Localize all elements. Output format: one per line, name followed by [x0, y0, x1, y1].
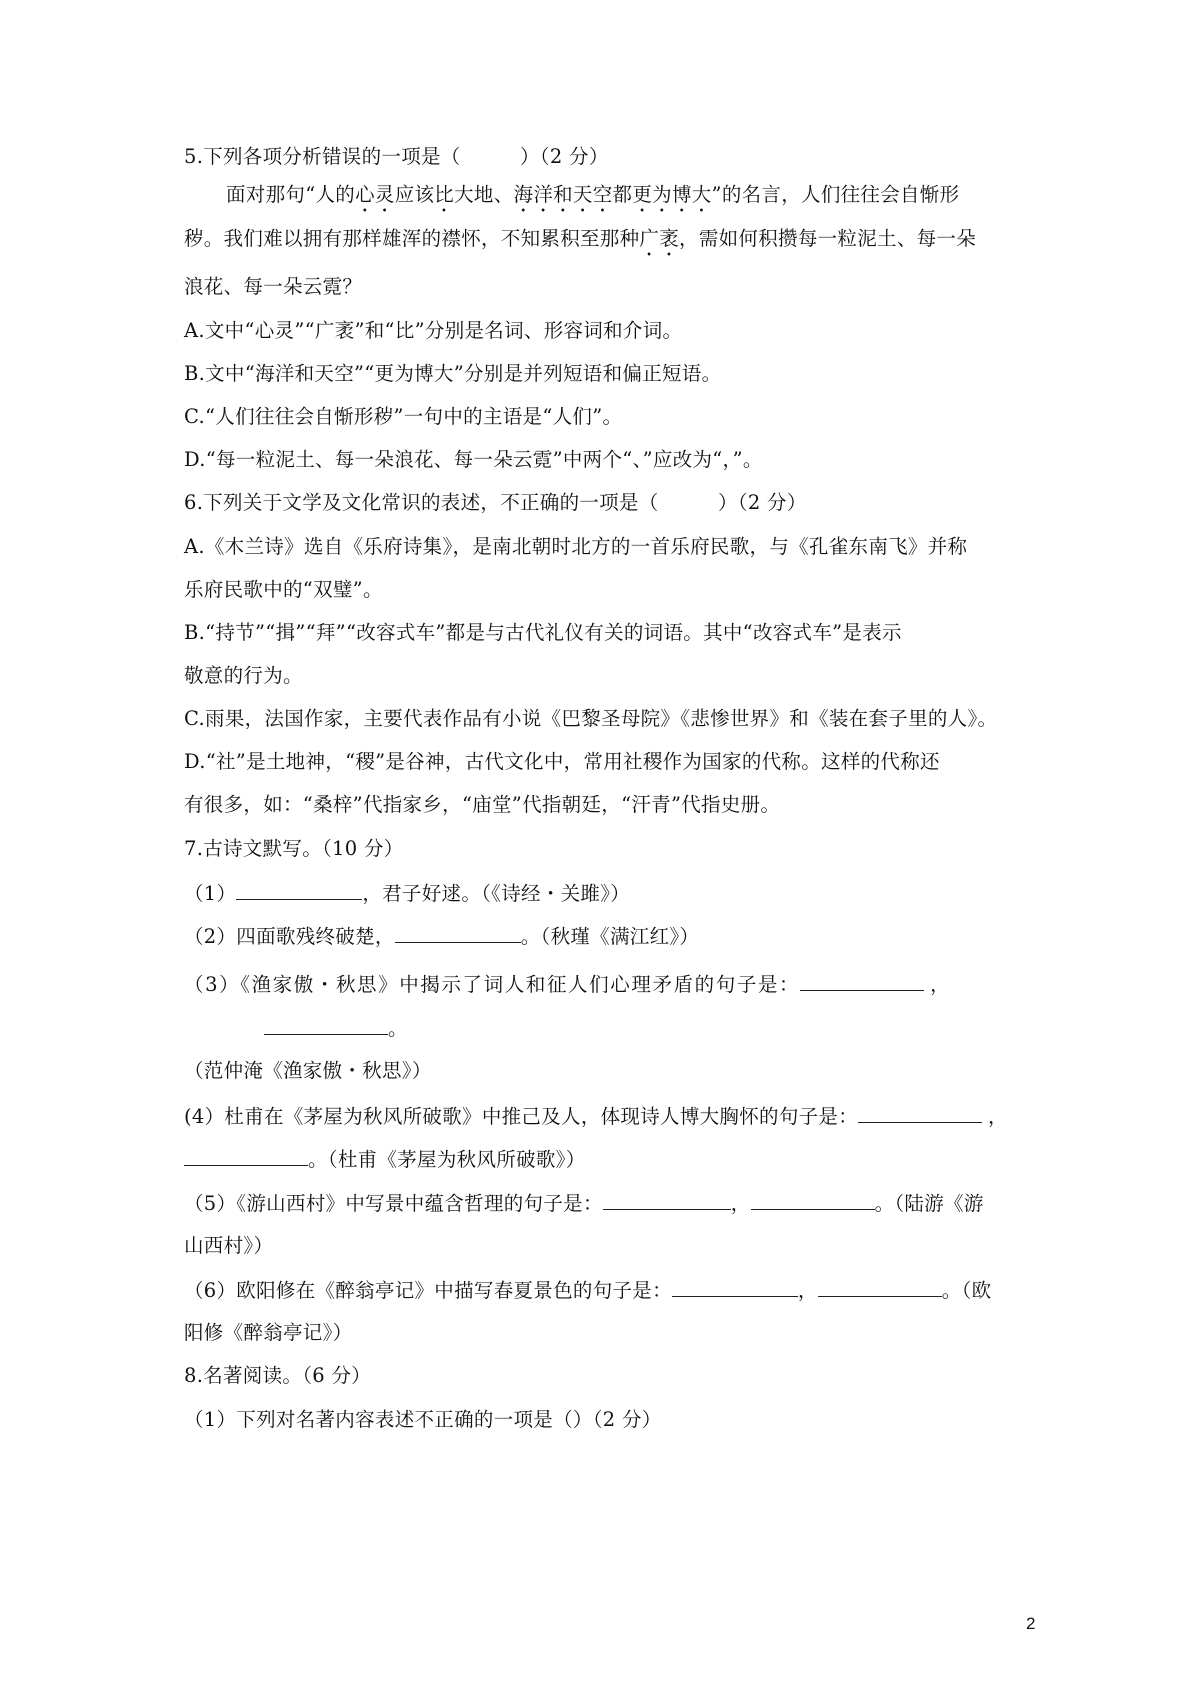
q6-option-b-line-1: B.“持节”“揖”“拜”“改容式车”都是与古代礼仪有关的词语。其中“改容式车”是表示	[184, 621, 902, 644]
answer-blank[interactable]	[751, 1189, 875, 1210]
item-text: ，	[988, 1105, 1008, 1128]
passage-text: 秽。我们难以拥有那样雄浑的襟怀，不知累积至那种	[184, 227, 640, 250]
item-text: （3）《渔家傲・秋思》中揭示了词人和征人们心理矛盾的句子是：	[184, 973, 801, 996]
q5-option-d: D.“每一粒泥土、每一朵浪花、每一朵云霓”中两个“、”应改为“，”。	[184, 448, 763, 471]
passage-text: ，需如何积攒每一粒泥土、每一朵	[679, 227, 977, 250]
item-text: （6）欧阳修在《醉翁亭记》中描写春夏景色的句子是：	[184, 1279, 672, 1302]
passage-text: 都	[612, 183, 633, 206]
q7-item-3	[184, 970, 951, 999]
q7-item-5	[184, 1189, 984, 1218]
q8-item-1: （1）下列对名著内容表述不正确的一项是（）（2 分）	[184, 1408, 662, 1431]
q7-item-1	[184, 879, 630, 908]
answer-blank[interactable]	[672, 1276, 798, 1297]
q6-option-c: C.雨果，法国作家，主要代表作品有小说《巴黎圣母院》《悲惨世界》和《装在套子里的人》。	[184, 707, 998, 730]
item-text: 。（秋瑾《满江红》）	[520, 925, 700, 948]
item-text: ，	[797, 1279, 818, 1302]
answer-blank[interactable]	[264, 1014, 388, 1035]
page-number: 2	[1026, 1614, 1036, 1633]
q5-passage-line-1	[226, 181, 959, 217]
q5-option-b: B.文中“海洋和天空”“更为博大”分别是并列短语和偏正短语。	[184, 362, 722, 385]
item-text: 。（欧	[941, 1279, 992, 1302]
q5-option-a: A.文中“心灵”“广袤”和“比”分别是名词、形容词和介词。	[184, 319, 683, 342]
item-number: （1）	[184, 882, 237, 905]
q5-stem: 5.下列各项分析错误的一项是（ ）（2 分）	[184, 145, 609, 168]
q7-item-5-continued: 山西村》）	[184, 1234, 274, 1257]
answer-blank[interactable]	[395, 922, 521, 943]
answer-blank[interactable]	[858, 1102, 982, 1123]
q7-item-2	[184, 922, 699, 951]
passage-text: ”的名言，人们往往会自惭形	[711, 183, 960, 206]
item-text: ，君子好逑。（《诗经・关雎》）	[362, 882, 631, 905]
item-text: 。（陆游《游	[874, 1192, 984, 1215]
answer-blank[interactable]	[236, 879, 362, 900]
passage-text: 应该	[394, 183, 435, 206]
item-text: ，	[930, 973, 952, 996]
q6-option-d-line-2: 有很多，如：“桑梓”代指家乡，“庙堂”代指朝廷，“汗青”代指史册。	[184, 793, 781, 816]
q6-stem: 6.下列关于文学及文化常识的表述，不正确的一项是（ ）（2 分）	[184, 491, 807, 514]
q6-option-a-line-2: 乐府民歌中的“双璧”。	[184, 578, 383, 601]
q7-item-3-source: （范仲淹《渔家傲・秋思》）	[184, 1059, 432, 1082]
passage-text: 面对那句“人的	[226, 183, 356, 206]
q5-passage-line-2	[184, 225, 976, 261]
answer-blank[interactable]	[800, 970, 924, 991]
emphasized-word: 比	[434, 183, 455, 206]
q7-stem: 7.古诗文默写。（10 分）	[184, 837, 404, 860]
answer-blank[interactable]	[184, 1145, 308, 1166]
q7-item-6-continued: 阳修《醉翁亭记》）	[184, 1321, 353, 1344]
item-text: (4）杜甫在《茅屋为秋风所破歌》中推己及人，体现诗人博大胸怀的句子是：	[184, 1105, 859, 1128]
emphasized-word: 广袤	[639, 227, 680, 250]
q5-option-c: C.“人们往往会自惭形秽”一句中的主语是“人们”。	[184, 405, 623, 428]
passage-text: 大地、	[454, 183, 514, 206]
answer-blank[interactable]	[603, 1189, 731, 1210]
emphasized-phrase: 海洋和天空	[513, 183, 613, 206]
q7-item-6	[184, 1276, 991, 1305]
item-text: （2）四面歌残终破楚，	[184, 925, 395, 948]
item-text: 。	[388, 1017, 408, 1040]
item-text: ，	[730, 1192, 751, 1215]
q6-option-d-line-1: D.“社”是土地神，“稷”是谷神，古代文化中，常用社稷作为国家的代称。这样的代称还	[184, 750, 940, 773]
emphasized-phrase: 更为博大	[632, 183, 712, 206]
item-text: （5）《游山西村》中写景中蕴含哲理的句子是：	[184, 1192, 603, 1215]
q7-item-4	[184, 1102, 1008, 1131]
item-text: 。（杜甫《茅屋为秋风所破歌》）	[308, 1148, 586, 1171]
q7-item-3-continued	[264, 1014, 408, 1043]
q6-option-a-line-1: A.《木兰诗》选自《乐府诗集》，是南北朝时北方的一首乐府民歌，与《孔雀东南飞》并称	[184, 535, 968, 558]
q6-option-b-line-2: 敬意的行为。	[184, 664, 303, 687]
q7-item-4-continued	[184, 1145, 586, 1174]
q8-stem: 8.名著阅读。（6 分）	[184, 1364, 372, 1387]
emphasized-word: 心灵	[355, 183, 395, 206]
q5-passage-line-3: 浪花、每一朵云霓？	[184, 275, 363, 298]
answer-blank[interactable]	[818, 1276, 942, 1297]
